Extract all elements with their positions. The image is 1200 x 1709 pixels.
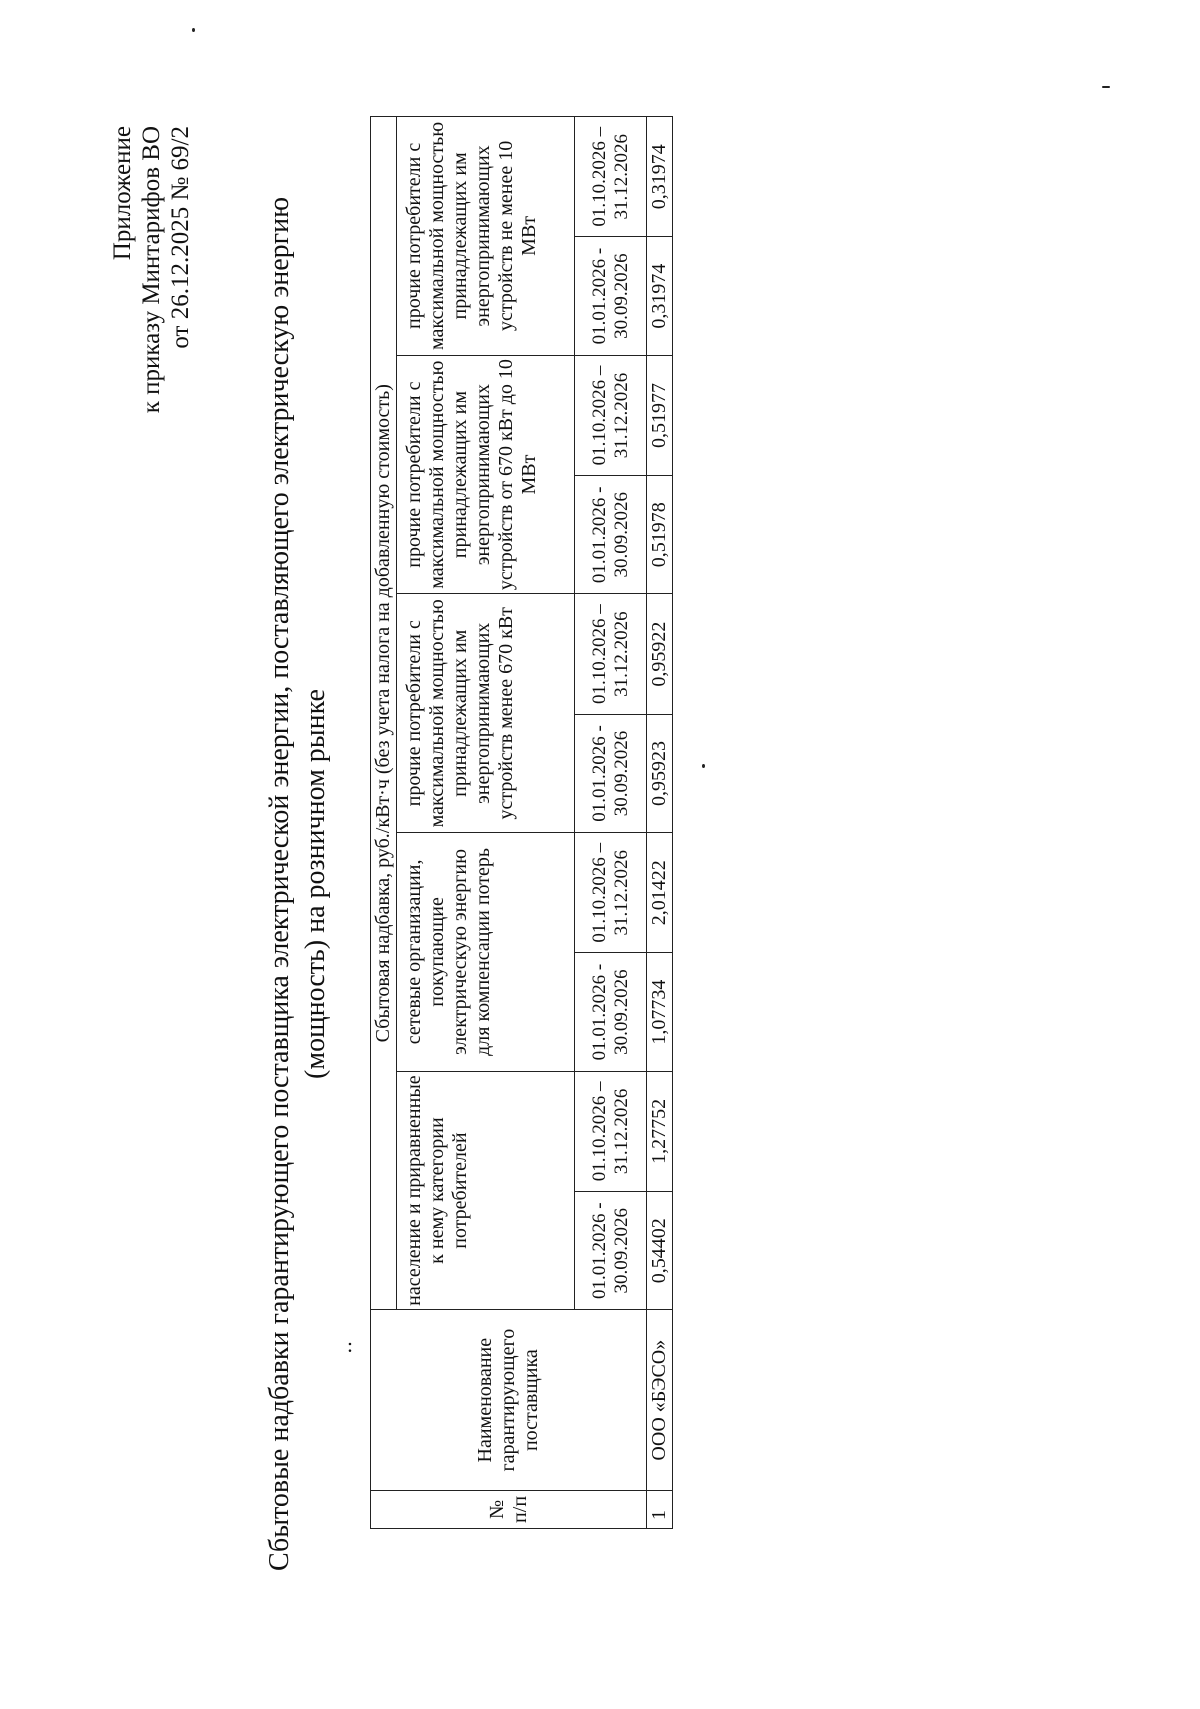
annex-block [108, 126, 195, 413]
scan-speck [1102, 86, 1110, 88]
value-cell: 0,95922 [647, 594, 673, 714]
period-1: 01.01.2026 - 30.09.2026 [575, 237, 647, 355]
col-header-name: Наименование гарантирующего поставщика [371, 1310, 647, 1491]
title-line-2: (мощность) на розничном рынке [300, 689, 331, 1079]
value-cell: 0,51978 [647, 476, 673, 594]
value-cell: 0,51977 [647, 355, 673, 475]
period-2: 01.10.2026 – 31.12.2026 [575, 1071, 647, 1191]
value-cell: 0,31974 [647, 117, 673, 237]
period-1: 01.01.2026 - 30.09.2026 [575, 1192, 647, 1310]
value-cell: 1,27752 [647, 1071, 673, 1191]
annex-line-1: Приложение [109, 126, 136, 261]
value-cell: 0,31974 [647, 237, 673, 355]
annex-line-2: к приказу Минтарифов ВО [138, 126, 165, 414]
row-num: 1 [647, 1490, 673, 1528]
period-2: 01.10.2026 – 31.12.2026 [575, 117, 647, 237]
group-header: Сбытовая надбавка, руб./кВт·ч (без учета налога на добавленную стоимость) [371, 117, 397, 1310]
document-title [262, 179, 334, 1589]
header-row-group [371, 117, 397, 1529]
table-row [647, 117, 673, 1529]
col-header-num: № п/п [371, 1490, 647, 1528]
category-grid-organizations: сетевые организации, покупающие электрическую энергию для компенсации потерь [397, 833, 575, 1072]
value-cell: 1,07734 [647, 953, 673, 1071]
annex-line-3: от 26.12.2025 № 69/2 [167, 126, 194, 349]
title-line-1: Сбытовые надбавки гарантирующего поставщика электрической энергии, поставляющего электрическую энергию [264, 196, 295, 1572]
value-cell: 0,54402 [647, 1192, 673, 1310]
scan-speck: ‥ [334, 1340, 356, 1354]
category-other-over-10mw: прочие потребители с максимальной мощностью принадлежащих им энергопринимающих устройств не менее 10 МВт [397, 117, 575, 356]
row-supplier-name: ООО «БЭСО» [647, 1310, 673, 1491]
value-cell: 0,95923 [647, 714, 673, 832]
period-2: 01.10.2026 – 31.12.2026 [575, 594, 647, 714]
category-other-under-670kw: прочие потребители с максимальной мощностью принадлежащих им энергопринимающих устройств менее 670 кВт [397, 594, 575, 833]
period-1: 01.01.2026 - 30.09.2026 [575, 714, 647, 832]
category-population: население и приравненные к нему категории потребителей [397, 1071, 575, 1310]
tariff-table [370, 116, 673, 1529]
value-cell: 2,01422 [647, 833, 673, 953]
period-1: 01.01.2026 - 30.09.2026 [575, 953, 647, 1071]
period-1: 01.01.2026 - 30.09.2026 [575, 476, 647, 594]
scan-speck [192, 28, 195, 32]
category-other-670kw-10mw: прочие потребители с максимальной мощностью принадлежащих им энергопринимающих устройств от 670 кВт до 10 МВт [397, 355, 575, 594]
period-2: 01.10.2026 – 31.12.2026 [575, 833, 647, 953]
scan-speck [702, 764, 705, 768]
period-2: 01.10.2026 – 31.12.2026 [575, 355, 647, 475]
